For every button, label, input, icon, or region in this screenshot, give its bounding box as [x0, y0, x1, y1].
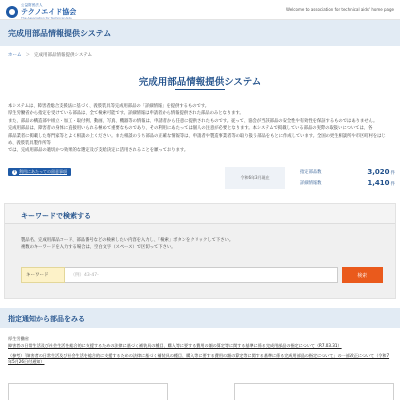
- intro-paragraph: また、部品の構造部や組立・加工・取付例、動画、写真、機器等の情報は、申請者から任意に提供されたものです。従って、協会が当該部品の安全性や有効性を保証するものではありません。: [8, 118, 378, 124]
- category-card[interactable]: [234, 383, 394, 400]
- notice-section-heading: [0, 308, 400, 328]
- intro-paragraph: では、完成用部品の適切かつ効果的な選定及び支給決定に活用されることを願っております。: [8, 148, 189, 154]
- keyword-label: キーワード: [21, 267, 65, 283]
- stats-value: 1,410: [367, 178, 390, 187]
- usage-notes-button[interactable]: [8, 168, 71, 176]
- breadcrumb-current: 完成用部品情報提供システム: [34, 53, 93, 58]
- logo-org-en: The Association for Technical Aids: [21, 15, 72, 20]
- search-description: [21, 237, 381, 251]
- page-title: 完成用部品情報提供システム: [8, 29, 112, 38]
- logo-org-small: 公益財団法人: [21, 3, 43, 7]
- heading-underline: [175, 89, 225, 90]
- stats-value-wrap: [367, 168, 395, 176]
- search-row: [21, 267, 383, 283]
- site-logo[interactable]: [6, 4, 76, 20]
- stats-label: 詳細情報数: [300, 180, 322, 186]
- search-title: キーワードで検索する: [21, 212, 91, 220]
- welcome-text: Welcome to association for technical aids' home page: [286, 7, 394, 12]
- main-heading: 完成用部品情報提供システム: [138, 77, 262, 88]
- search-desc-line: 製品名、完成用部品コード、部品番号などの検索したい内容を入力し、「検索」ボタンをクリックして下さい。: [21, 238, 234, 243]
- category-card[interactable]: [8, 383, 168, 400]
- intro-paragraph: 完成用部品は、障害者の身体に直接用いられる極めて重要なものであり、その利用にあたっては個人の注意が必要となります。本システムで掲載している部品の実際の取扱いについては、各: [8, 126, 373, 132]
- stats-row-detail: [300, 178, 395, 187]
- stats-unit: 件: [390, 181, 395, 187]
- intro-paragraph: 本システムは、障害者総合支援法に基づく、義肢装具等完成用部品の「詳細情報」を提供するものです。: [8, 104, 210, 109]
- breadcrumb-separator: ＞: [25, 53, 30, 58]
- notice-source: 厚生労働省: [8, 336, 29, 341]
- logo-org-main: テクノエイド協会: [21, 7, 77, 16]
- breadcrumb: [8, 52, 92, 58]
- intro-paragraph: 部品業者に掲載した専門家等とよく相談の上ください。また相談のうち部品の正確な情報等は、申請者や製造事業者等の取り扱う部品をもとに作成しています。全国の更生相談所や市区町村をはじめ、義肢装具製作所等: [8, 133, 386, 147]
- logo-icon: [6, 6, 18, 18]
- search-button[interactable]: 検索: [342, 267, 384, 283]
- stats-value: 3,020: [367, 167, 390, 176]
- intro-paragraph: 厚生労働省から指定を受けている部品は、全て検索可能です。詳細情報は申請者から情報提供された部品のみとなります。: [8, 111, 244, 117]
- title-band: [0, 20, 400, 46]
- stats-date: 令和6年3月現在: [225, 167, 285, 189]
- intro-text: [8, 103, 392, 155]
- breadcrumb-home-link[interactable]: ホーム: [8, 53, 22, 58]
- search-header: [5, 204, 395, 224]
- question-icon: ?: [13, 170, 16, 174]
- stats-label: 指定部品数: [300, 169, 322, 175]
- site-header: [0, 0, 400, 20]
- logo-text: [21, 4, 76, 20]
- stats-row-designated: [300, 167, 395, 176]
- keyword-search-panel: [4, 203, 396, 299]
- stats-unit: 件: [390, 170, 395, 176]
- search-desc-line: 複数のキーワードを入力する場合は、空白文字（スペース）で区切って下さい。: [21, 245, 176, 250]
- keyword-input[interactable]: [65, 267, 338, 283]
- stats-value-wrap: [367, 179, 395, 187]
- notice-link[interactable]: 障害者の日常生活及び社会生活を総合的に支援するための法律に基づく補装具の種目、購入等に要する費用の額の算定等に関する基準に係る完成用部品の指定について（R7.03.31）: [8, 343, 342, 348]
- usage-notes-label: 利用にあたっての留意事項: [19, 169, 67, 174]
- notice-link[interactable]: （参考）「障害者の日常生活及び社会生活を総合的に支援するための法律に基づく補装具の種目、購入等に要する費用の額の算定等に関する基準に係る完成用部品の指定について」の一部改正について（令和7年5月26日付通知）: [8, 353, 390, 365]
- notice-title: 指定通知から部品をみる: [8, 315, 85, 323]
